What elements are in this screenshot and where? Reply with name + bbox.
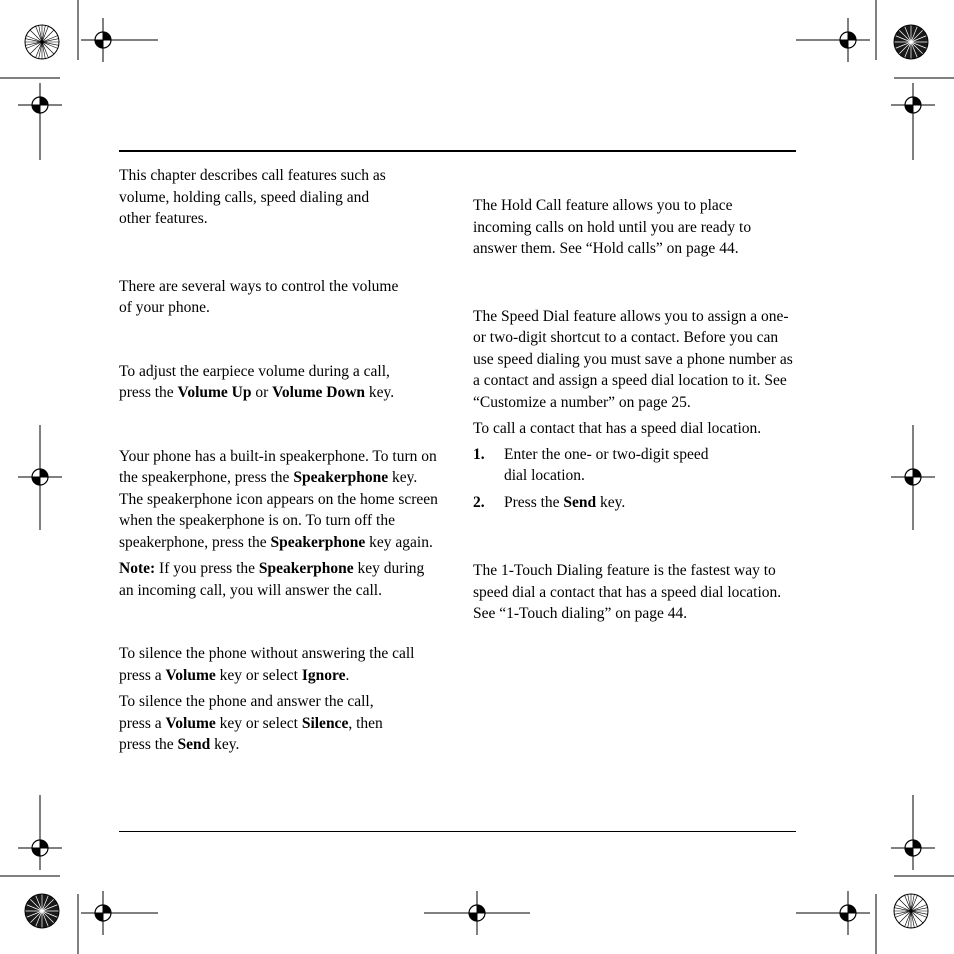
silence1-text-2: key or select — [215, 666, 302, 684]
speaker-text-2: key. The speakerphone icon appears on the home screen when the speakerphone is on. To turn off the speakerphone, press the — [119, 469, 438, 551]
left-column — [119, 165, 441, 756]
step-2 — [473, 492, 795, 514]
step-2-text — [504, 492, 625, 514]
step-2-number: 2. — [473, 493, 485, 511]
speakerphone-key-2: Speakerphone — [270, 533, 366, 551]
silence-option: Silence — [301, 714, 349, 732]
speed-dial-call-paragraph: To call a contact that has a speed dial location. — [473, 420, 762, 437]
silence-ignore-paragraph — [119, 643, 434, 686]
earpiece-text-1: To adjust the earpiece volume during a call, press the — [119, 362, 390, 401]
speed-dial-paragraph: The Speed Dial feature allows you to assign a one- or two-digit shortcut to a contact. Before you can use speed dialing you must save a phone number as a contact and assign a speed dial location to it. See “Customize a number” on page 25. — [473, 307, 793, 411]
silence2-text-3: , then press the — [119, 714, 383, 753]
step-2-text-2: key. — [596, 493, 626, 511]
step-2-send-key: Send — [563, 493, 597, 511]
silence1-text-3: . — [345, 666, 350, 684]
volume-down-key: Volume Down — [272, 384, 366, 401]
speaker-text-1: Your phone has a built-in speakerphone. To turn on the speakerphone, press the — [119, 447, 437, 486]
earpiece-text-2: or — [251, 384, 273, 401]
note-speakerphone-key: Speakerphone — [258, 560, 354, 577]
note-label: Note: — [119, 560, 156, 577]
send-key: Send — [177, 736, 211, 753]
silence-answer-paragraph — [119, 691, 404, 756]
header-rule — [119, 150, 796, 152]
note-paragraph — [119, 558, 441, 601]
speakerphone-paragraph — [119, 446, 441, 554]
ignore-option: Ignore — [301, 666, 346, 684]
silence1-text-1: To silence the phone without answering the call press a — [119, 645, 415, 684]
silence2-text-4: key. — [210, 736, 240, 753]
step-1-text: Enter the one- or two-digit speed dial location. — [504, 445, 709, 484]
silence2-text-2: key or select — [215, 714, 302, 732]
volume-up-key: Volume Up — [177, 384, 252, 401]
speakerphone-key-1: Speakerphone — [293, 469, 389, 486]
silence2-volume-key: Volume — [165, 714, 216, 732]
one-touch-paragraph: The 1-Touch Dialing feature is the fastest way to speed dial a contact that has a speed dial location. See “1-Touch dialing” on page 44. — [473, 562, 782, 622]
step-1 — [473, 444, 795, 487]
volume-intro-paragraph: There are several ways to control the volume of your phone. — [119, 277, 399, 316]
silence1-volume-key: Volume — [165, 666, 216, 684]
intro-paragraph: This chapter describes call features such as volume, holding calls, speed dialing and other features. — [119, 167, 386, 227]
earpiece-volume-paragraph — [119, 361, 414, 404]
step-1-number: 1. — [473, 445, 485, 463]
earpiece-text-3: key. — [365, 384, 395, 401]
note-text-2: key during an incoming call, you will answer the call. — [119, 560, 425, 599]
footer-rule — [119, 831, 796, 832]
speaker-text-3: key again. — [365, 533, 433, 551]
right-column — [473, 195, 795, 625]
silence2-text-1: To silence the phone and answer the call, press a — [119, 693, 374, 732]
hold-call-paragraph: The Hold Call feature allows you to place incoming calls on hold until you are ready to answer them. See “Hold calls” on page 44. — [473, 197, 752, 257]
note-text-1: If you press the — [155, 560, 259, 577]
step-2-text-1: Press the — [504, 493, 564, 511]
